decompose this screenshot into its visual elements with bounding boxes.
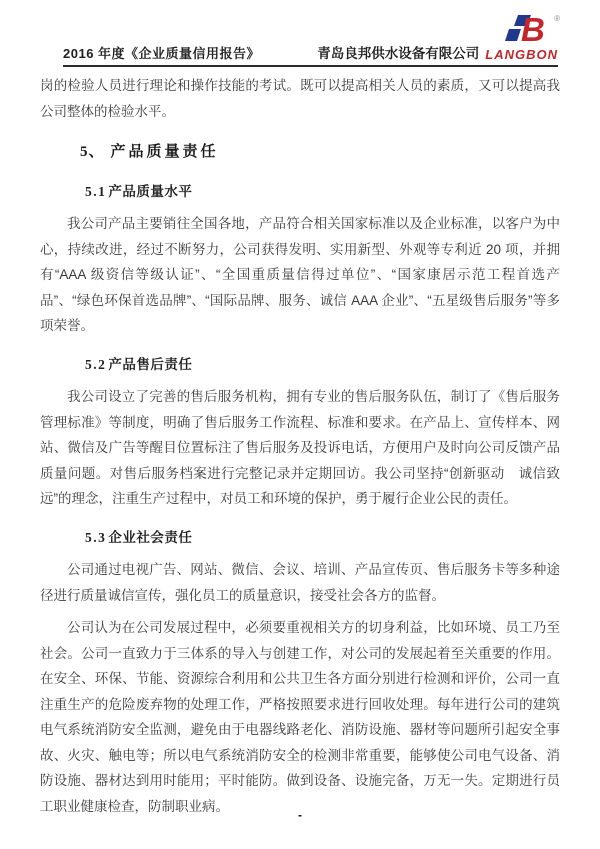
header-rule-row	[63, 42, 558, 67]
brand-wordmark: LANGBON	[485, 47, 558, 62]
subsection-title: 企业社会责任	[108, 529, 193, 545]
subsection-5-2-heading	[85, 352, 560, 378]
page-footer	[0, 809, 600, 821]
body-paragraph: 公司认为在公司发展过程中，必须要重视相关方的切身利益，比如环境、员工乃至社会。公司一直致力于三体系的导入与创建工作，对公司的发展起着至关重要的作用。在安全、环保、节能、资源综合利用和公共卫生各方面分别进行检测和评价，公司一直注重生产的危险废弃物的处理工作，严格按照要求进行回收处理。每年进行公司的建筑电气系统消防安全监测，避免由于电器线路老化、消防设施、器材等问题所引起安全事故、火灾、触电等；所以电气系统消防安全的检测非常重要，能够使公司电气设备、消防设施、器材达到用时能用；平时能防。做到设备、设施完备，万无一失。定期进行员工职业健康检查，防制职业病。	[40, 620, 560, 814]
subsection-title: 产品售后责任	[108, 356, 193, 372]
subsection-number: 5.2	[85, 356, 107, 372]
section-5-heading	[80, 139, 560, 166]
subsection-5-1-heading	[85, 179, 560, 205]
section-title: 产品质量责任	[110, 143, 219, 160]
registered-trademark-symbol: ®	[554, 14, 560, 23]
langbon-icon	[488, 12, 560, 46]
subsection-title: 产品质量水平	[108, 183, 193, 199]
page-header	[0, 0, 600, 67]
section-number: 5、	[80, 144, 105, 160]
document-body	[40, 73, 560, 819]
page-number-mark: -	[298, 808, 302, 822]
svg-text:B: B	[521, 12, 545, 46]
subsection-number: 5.1	[85, 183, 107, 199]
subsection-5-3-heading	[85, 525, 560, 551]
body-paragraph: 我公司设立了完善的售后服务机构，拥有专业的售后服务队伍，制订了《售后服务管理标准》等制度，明确了售后服务工作流程、标准和要求。在产品上、宣传样本、网站、微信及广告等醒目位置标注了售后服务及投诉电话，方便用户及时向公司反馈产品质量问题。对售后服务档案进行完整记录并定期回访。我公司坚持“创新驱动 诚信致远”的理念，注重生产过程中，对员工和环境的保护，勇于履行企业公民的责任。	[40, 389, 560, 506]
company-name: 青岛良邦供水设备有限公司	[317, 46, 480, 61]
body-paragraph: 我公司产品主要销往全国各地，产品符合相关国家标准以及企业标准，以客户为中心，持续改进，经过不断努力，公司获得发明、实用新型、外观等专利近 20 项，并拥有“AAA 级资信等级认证”、“全国重质量信得过单位”、“国家康居示范工程首选产品”、“绿色环保首选品牌”、“国际品牌、服务、诚信 AAA 企业”、“五星级售后服务”等多项荣誉。	[40, 216, 560, 333]
continuation-paragraph: 岗的检验人员进行理论和操作技能的考试。既可以提高相关人员的素质，又可以提高我公司整体的检验水平。	[40, 78, 560, 119]
brand-logo	[488, 12, 560, 46]
report-title: 2016 年度《企业质量信用报告》	[63, 46, 261, 61]
body-paragraph: 公司通过电视广告、网站、微信、会议、培训、产品宣传页、售后服务卡等多种途径进行质量诚信宣传，强化员工的质量意识，接受社会各方的监督。	[40, 562, 560, 603]
subsection-number: 5.3	[85, 529, 107, 545]
